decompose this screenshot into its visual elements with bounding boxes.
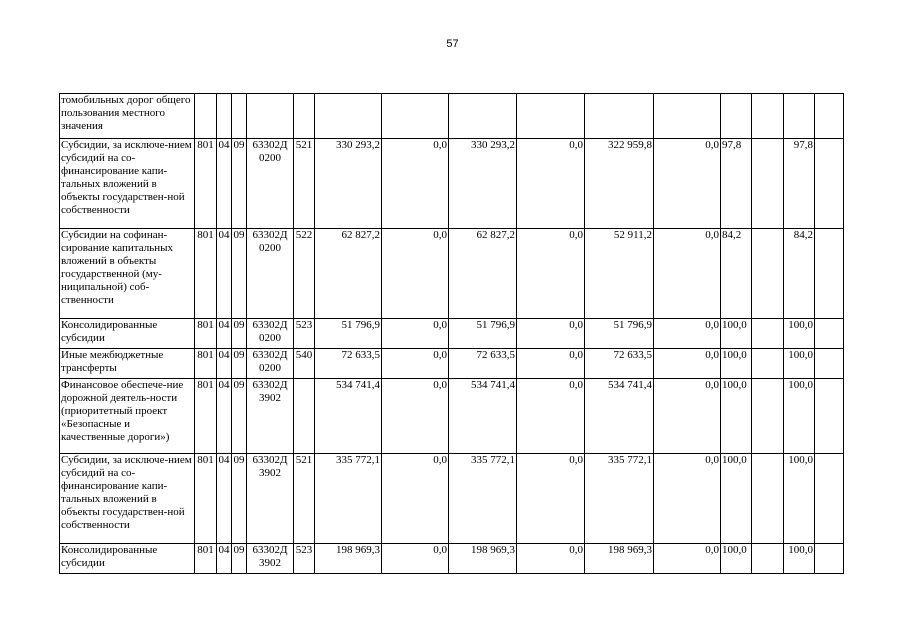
execution-percent-adjusted: 100,0 — [784, 454, 815, 544]
execution-total: 198 969,3 — [585, 544, 654, 574]
subsection-code: 09 — [232, 379, 247, 454]
plan-adjusted-federal: 0,0 — [517, 454, 585, 544]
page-number: 57 — [446, 38, 459, 50]
plan-adjusted: 51 796,9 — [449, 319, 517, 349]
expense-type-code: 522 — [294, 229, 315, 319]
section-code: 04 — [217, 229, 232, 319]
execution-percent: 97,8 — [721, 139, 752, 229]
execution-total — [585, 94, 654, 139]
execution-percent: 100,0 — [721, 544, 752, 574]
empty-cell — [815, 349, 844, 379]
expense-type-code — [294, 94, 315, 139]
execution-percent: 100,0 — [721, 349, 752, 379]
item-name: Субсидии на софинан-сирование капитальных вложений в объекты государственной (му-ниципальной) соб-ственности — [60, 229, 195, 319]
empty-cell — [752, 349, 784, 379]
expense-type-code: 521 — [294, 454, 315, 544]
plan-adjusted-federal: 0,0 — [517, 544, 585, 574]
plan-adjusted: 198 969,3 — [449, 544, 517, 574]
execution-percent-adjusted: 84,2 — [784, 229, 815, 319]
subsection-code: 09 — [232, 229, 247, 319]
empty-cell — [815, 454, 844, 544]
execution-percent-adjusted — [784, 94, 815, 139]
table-row — [60, 454, 844, 544]
execution-total: 72 633,5 — [585, 349, 654, 379]
execution-percent-adjusted: 100,0 — [784, 379, 815, 454]
target-article-code: 63302Д 0200 — [247, 319, 294, 349]
table-row — [60, 544, 844, 574]
ved-code: 801 — [195, 544, 217, 574]
execution-percent: 100,0 — [721, 319, 752, 349]
ved-code: 801 — [195, 379, 217, 454]
plan-federal: 0,0 — [382, 544, 449, 574]
empty-cell — [815, 319, 844, 349]
table-row — [60, 94, 844, 139]
empty-cell — [752, 94, 784, 139]
plan-adjusted: 534 741,4 — [449, 379, 517, 454]
plan-adjusted-federal: 0,0 — [517, 139, 585, 229]
plan-total: 62 827,2 — [315, 229, 382, 319]
target-article-code: 63302Д 3902 — [247, 379, 294, 454]
plan-federal: 0,0 — [382, 349, 449, 379]
subsection-code: 09 — [232, 544, 247, 574]
ved-code: 801 — [195, 139, 217, 229]
section-code: 04 — [217, 544, 232, 574]
section-code: 04 — [217, 139, 232, 229]
plan-total: 534 741,4 — [315, 379, 382, 454]
section-code — [217, 94, 232, 139]
plan-federal: 0,0 — [382, 229, 449, 319]
plan-federal: 0,0 — [382, 379, 449, 454]
table-row — [60, 319, 844, 349]
subsection-code: 09 — [232, 349, 247, 379]
empty-cell — [815, 139, 844, 229]
section-code: 04 — [217, 454, 232, 544]
empty-cell — [752, 544, 784, 574]
empty-cell — [752, 139, 784, 229]
execution-percent: 84,2 — [721, 229, 752, 319]
ved-code — [195, 94, 217, 139]
execution-percent-adjusted: 100,0 — [784, 349, 815, 379]
empty-cell — [752, 319, 784, 349]
execution-federal: 0,0 — [654, 544, 721, 574]
empty-cell — [815, 94, 844, 139]
item-name: Иные межбюджетные трансферты — [60, 349, 195, 379]
execution-percent: 100,0 — [721, 379, 752, 454]
section-code: 04 — [217, 379, 232, 454]
plan-total: 72 633,5 — [315, 349, 382, 379]
plan-adjusted-federal: 0,0 — [517, 379, 585, 454]
execution-federal: 0,0 — [654, 349, 721, 379]
execution-federal: 0,0 — [654, 379, 721, 454]
item-name: Субсидии, за исключе-нием субсидий на со-финансирование капи-тальных вложений в объекты государствен-ной собственности — [60, 139, 195, 229]
plan-federal: 0,0 — [382, 454, 449, 544]
subsection-code: 09 — [232, 454, 247, 544]
plan-total — [315, 94, 382, 139]
section-code: 04 — [217, 319, 232, 349]
item-name: Консолидированные субсидии — [60, 544, 195, 574]
ved-code: 801 — [195, 349, 217, 379]
plan-adjusted-federal: 0,0 — [517, 349, 585, 379]
plan-adjusted-federal — [517, 94, 585, 139]
item-name: Консолидированные субсидии — [60, 319, 195, 349]
plan-adjusted: 335 772,1 — [449, 454, 517, 544]
target-article-code: 63302Д 0200 — [247, 229, 294, 319]
table-row — [60, 229, 844, 319]
expense-type-code: 523 — [294, 544, 315, 574]
execution-percent-adjusted: 97,8 — [784, 139, 815, 229]
expense-type-code: 540 — [294, 349, 315, 379]
plan-federal — [382, 94, 449, 139]
plan-total: 330 293,2 — [315, 139, 382, 229]
plan-adjusted: 330 293,2 — [449, 139, 517, 229]
execution-total: 51 796,9 — [585, 319, 654, 349]
execution-percent-adjusted: 100,0 — [784, 319, 815, 349]
section-code: 04 — [217, 349, 232, 379]
table-row — [60, 349, 844, 379]
target-article-code: 63302Д 0200 — [247, 349, 294, 379]
execution-federal: 0,0 — [654, 139, 721, 229]
plan-adjusted: 62 827,2 — [449, 229, 517, 319]
target-article-code — [247, 94, 294, 139]
expense-type-code: 523 — [294, 319, 315, 349]
budget-table — [59, 93, 844, 574]
item-name: Субсидии, за исключе-нием субсидий на со-финансирование капи-тальных вложений в объекты государствен-ной собственности — [60, 454, 195, 544]
execution-federal — [654, 94, 721, 139]
expense-type-code: 521 — [294, 139, 315, 229]
execution-federal: 0,0 — [654, 229, 721, 319]
ved-code: 801 — [195, 454, 217, 544]
plan-total: 51 796,9 — [315, 319, 382, 349]
execution-federal: 0,0 — [654, 454, 721, 544]
empty-cell — [752, 379, 784, 454]
target-article-code: 63302Д 3902 — [247, 454, 294, 544]
execution-total: 335 772,1 — [585, 454, 654, 544]
execution-federal: 0,0 — [654, 319, 721, 349]
subsection-code: 09 — [232, 319, 247, 349]
item-name: Финансовое обеспече-ние дорожной деятель-ности (приоритетный проект «Безопасные и качественные дороги») — [60, 379, 195, 454]
ved-code: 801 — [195, 319, 217, 349]
plan-total: 198 969,3 — [315, 544, 382, 574]
target-article-code: 63302Д 0200 — [247, 139, 294, 229]
execution-total: 322 959,8 — [585, 139, 654, 229]
plan-total: 335 772,1 — [315, 454, 382, 544]
execution-percent — [721, 94, 752, 139]
execution-total: 534 741,4 — [585, 379, 654, 454]
plan-adjusted-federal: 0,0 — [517, 319, 585, 349]
subsection-code: 09 — [232, 139, 247, 229]
plan-adjusted: 72 633,5 — [449, 349, 517, 379]
expense-type-code — [294, 379, 315, 454]
empty-cell — [815, 379, 844, 454]
target-article-code: 63302Д 3902 — [247, 544, 294, 574]
empty-cell — [752, 454, 784, 544]
ved-code: 801 — [195, 229, 217, 319]
empty-cell — [815, 544, 844, 574]
item-name: томобильных дорог общего пользования местного значения — [60, 94, 195, 139]
plan-adjusted-federal: 0,0 — [517, 229, 585, 319]
plan-federal: 0,0 — [382, 319, 449, 349]
plan-adjusted — [449, 94, 517, 139]
empty-cell — [815, 229, 844, 319]
plan-federal: 0,0 — [382, 139, 449, 229]
execution-percent: 100,0 — [721, 454, 752, 544]
empty-cell — [752, 229, 784, 319]
table-row — [60, 139, 844, 229]
execution-total: 52 911,2 — [585, 229, 654, 319]
table-row — [60, 379, 844, 454]
subsection-code — [232, 94, 247, 139]
execution-percent-adjusted: 100,0 — [784, 544, 815, 574]
